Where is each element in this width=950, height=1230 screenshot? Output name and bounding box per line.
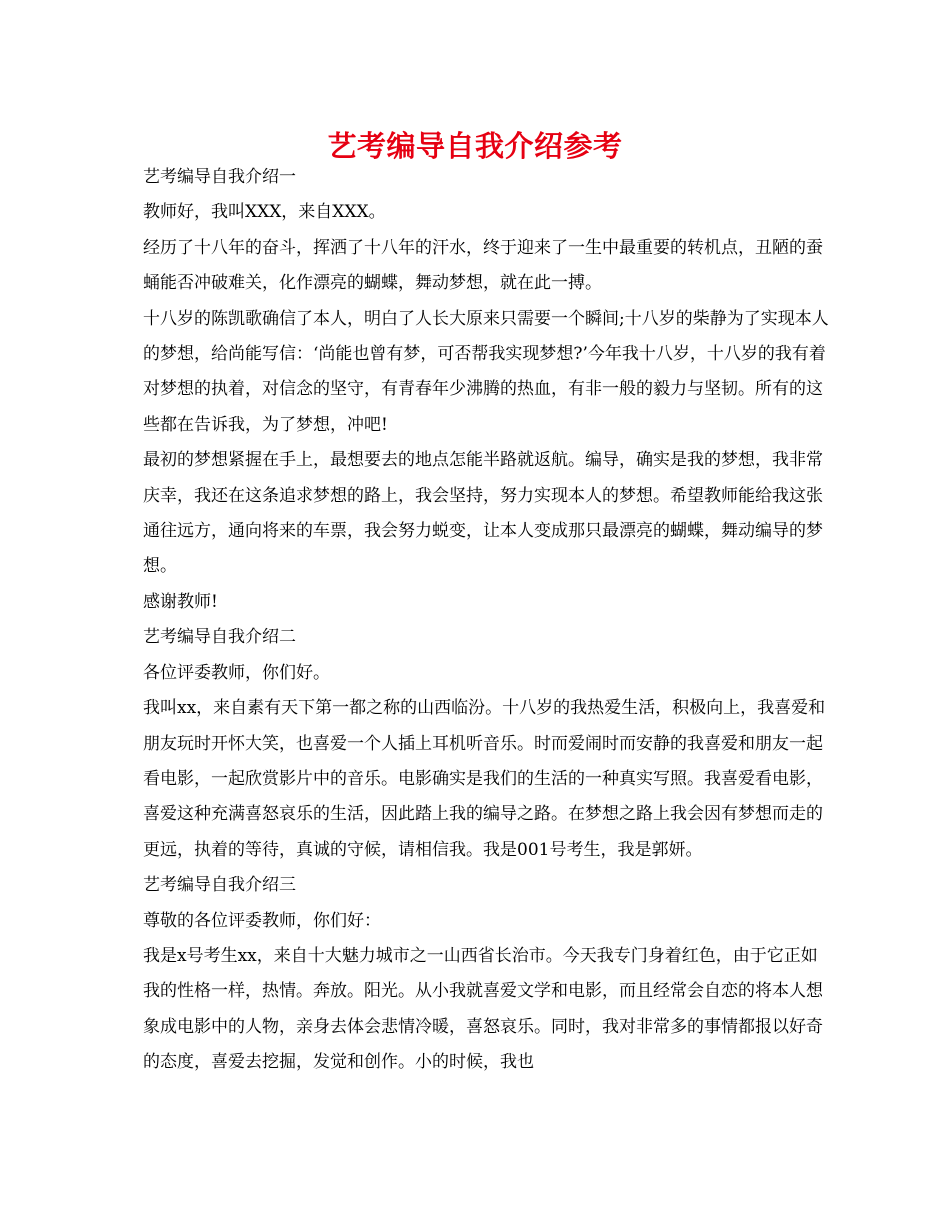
document-body xyxy=(143,160,833,1081)
section-heading-two: 艺考编导自我介绍二 xyxy=(143,627,296,648)
paragraph: 最初的梦想紧握在手上，最想要去的地点怎能半路就返航。编导，确实是我的梦想，我非常庆幸，我还在这条追求梦想的路上，我会坚持，努力实现本人的梦想。希望教师能给我这张通往远方，通向将来的车票，我会努力蜕变，让本人变成那只最漂亮的蝴蝶，舞动编导的梦想。 xyxy=(143,450,823,577)
paragraph: 经历了十八年的奋斗，挥洒了十八年的汗水，终于迎来了一生中最重要的转机点，丑陋的蚕蛹能否冲破难关，化作漂亮的蝴蝶，舞动梦想，就在此一搏。 xyxy=(143,237,823,294)
paragraph: 我叫xx，来自素有天下第一都之称的山西临汾。十八岁的我热爱生活，积极向上，我喜爱和朋友玩时开怀大笑，也喜爱一个人插上耳机听音乐。时而爱闹时而安静的我喜爱和朋友一起看电影，一起欣赏影片中的音乐。电影确实是我们的生活的一种真实写照。我喜爱看电影，喜爱这种充满喜怒哀乐的生活，因此踏上我的编导之路。在梦想之路上我会因有梦想而走的更远，执着的等待，真诚的守候，请相信我。我是001号考生，我是郭妍。 xyxy=(143,698,826,860)
paragraph: 教师好，我叫XXX，来自XXX。 xyxy=(143,202,386,223)
paragraph: 十八岁的陈凯歌确信了本人，明白了人长大原来只需要一个瞬间;十八岁的柴静为了实现本人的梦想，给尚能写信：‘尚能也曾有梦，可否帮我实现梦想?’今年我十八岁，十八岁的我有着对梦想的执着，对信念的坚守，有青春年少沸腾的热血，有非一般的毅力与坚韧。所有的这些都在告诉我，为了梦想，冲吧! xyxy=(143,308,829,435)
paragraph: 各位评委教师，你们好。 xyxy=(143,662,330,683)
section-heading-one: 艺考编导自我介绍一 xyxy=(143,167,296,187)
paragraph: 尊敬的各位评委教师，你们好： xyxy=(143,910,381,931)
section-heading-three: 艺考编导自我介绍三 xyxy=(143,875,296,896)
paragraph: 我是x号考生xx，来自十大魅力城市之一山西省长治市。今天我专门身着红色，由于它正如我的性格一样，热情。奔放。阳光。从小我就喜爱文学和电影，而且经常会自恋的将本人想象成电影中的人物，亲身去体会悲情冷暖，喜怒哀乐。同时，我对非常多的事情都报以好奇的态度，喜爱去挖掘，发觉和创作。小的时候，我也 xyxy=(143,945,823,1073)
document-title: 艺考编导自我介绍参考 xyxy=(327,129,623,163)
paragraph: 感谢教师! xyxy=(143,591,218,612)
